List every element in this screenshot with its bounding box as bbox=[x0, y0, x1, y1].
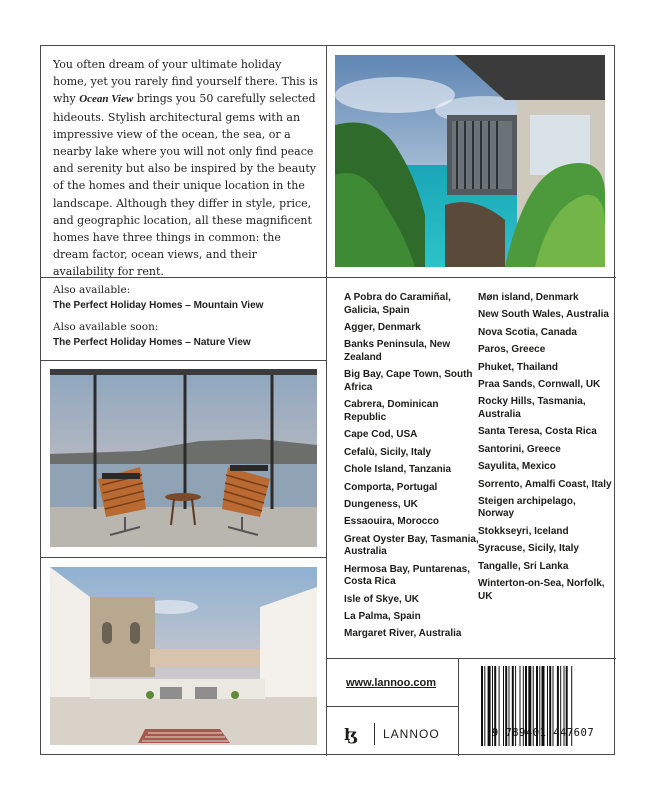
location-right-item: Nova Scotia, Canada bbox=[478, 326, 577, 338]
photo-terrace bbox=[50, 567, 317, 745]
also-available-heading: Also available: bbox=[53, 284, 131, 296]
location-right-item: Møn island, Denmark bbox=[478, 292, 579, 303]
photo-glass-room bbox=[50, 369, 317, 547]
location-right-item: Paros, Greece bbox=[478, 344, 546, 356]
location-left-item: Hermosa Bay, Puntarenas, Costa Rica bbox=[344, 563, 470, 588]
back-cover bbox=[40, 45, 615, 755]
location-right-item: Santa Teresa, Costa Rica bbox=[478, 426, 597, 438]
location-right-item: Rocky Hills, Tasmania, Australia bbox=[478, 396, 586, 420]
location-right-item: Tangalle, Sri Lanka bbox=[478, 560, 569, 572]
location-right-item: Winterton-on-Sea, Norfolk, UK bbox=[478, 578, 605, 602]
location-right-item: Praa Sands, Cornwall, UK bbox=[478, 378, 601, 390]
location-left-item: Margaret River, Australia bbox=[344, 628, 462, 640]
photo-ocean-house bbox=[335, 55, 605, 267]
publisher-logo-mark: ɮ bbox=[344, 724, 357, 744]
location-left-item: Cabrera, Dominican Republic bbox=[344, 399, 439, 423]
locations-list-left bbox=[344, 292, 479, 646]
blurb-text: You often dream of your ultimate holiday home, yet you rarely find yourself there. This is why Ocean View brings you 50 carefully selected hideouts. Stylish architectural gems with an impressive view of the ocean, the sea, or a nearby lake where you will not only find peace and serenity but also be inspired by the beauty of the homes and their unique location in the landscape. Although they differ in style, price, and geographic location, all these magnificent homes have three things in common: the dream factor, ocean views, and their availability for rent. bbox=[53, 58, 318, 279]
also-available-soon-heading: Also available soon: bbox=[53, 321, 159, 333]
publisher-url-link[interactable]: www.lannoo.com bbox=[346, 677, 437, 689]
location-right-item: Phuket, Thailand bbox=[478, 361, 559, 373]
location-right-item: Steigen archipelago, Norway bbox=[478, 495, 576, 520]
location-left-item: Essaouira, Morocco bbox=[344, 516, 440, 528]
row-divider-right-1 bbox=[326, 658, 616, 659]
brand-name: Ocean View bbox=[79, 93, 134, 106]
location-left-item: La Palma, Spain bbox=[344, 611, 421, 623]
also-available bbox=[53, 284, 318, 358]
location-left-item: Chole Island, Tanzania bbox=[344, 464, 452, 476]
location-left-item: Isle of Skye, UK bbox=[344, 593, 420, 605]
location-right-item: New South Wales, Australia bbox=[478, 309, 609, 321]
logo-divider bbox=[374, 723, 375, 745]
location-right-item: Stokkseyri, Iceland bbox=[478, 525, 569, 537]
location-right-item: Sorrento, Amalfi Coast, Italy bbox=[478, 478, 612, 490]
locations-list-right bbox=[478, 292, 613, 608]
publisher-logo bbox=[344, 723, 440, 745]
isbn-number: 9 789401 447607 bbox=[491, 727, 595, 739]
location-right-item: Santorini, Greece bbox=[478, 443, 561, 455]
location-left-item: Dungeness, UK bbox=[344, 498, 418, 510]
row-divider-right-2 bbox=[326, 706, 458, 707]
location-left-item: Big Bay, Cape Town, South Africa bbox=[344, 369, 473, 393]
publisher-name: LANNOO bbox=[383, 727, 440, 741]
location-right-item: Syracuse, Sicily, Italy bbox=[478, 543, 579, 555]
row-divider-left-1 bbox=[41, 360, 326, 361]
location-right-item: Sayulita, Mexico bbox=[478, 461, 556, 473]
location-left-item: Comporta, Portugal bbox=[344, 481, 438, 493]
also-available-soon-title: The Perfect Holiday Homes – Nature View bbox=[53, 337, 251, 348]
location-left-item: Banks Peninsula, New Zealand bbox=[344, 339, 451, 363]
location-left-item: Great Oyster Bay, Tasmania, Australia bbox=[344, 533, 479, 558]
location-left-item: Agger, Denmark bbox=[344, 321, 421, 333]
row-divider-left-2 bbox=[41, 557, 326, 558]
barcode-divider bbox=[458, 658, 459, 756]
location-left-item: Cefalù, Sicily, Italy bbox=[344, 446, 432, 458]
location-left-item: Cape Cod, USA bbox=[344, 429, 418, 441]
location-left-item: A Pobra do Caramiñal, Galicia, Spain bbox=[344, 292, 451, 316]
also-available-title: The Perfect Holiday Homes – Mountain View bbox=[53, 300, 264, 311]
column-divider bbox=[326, 46, 327, 756]
